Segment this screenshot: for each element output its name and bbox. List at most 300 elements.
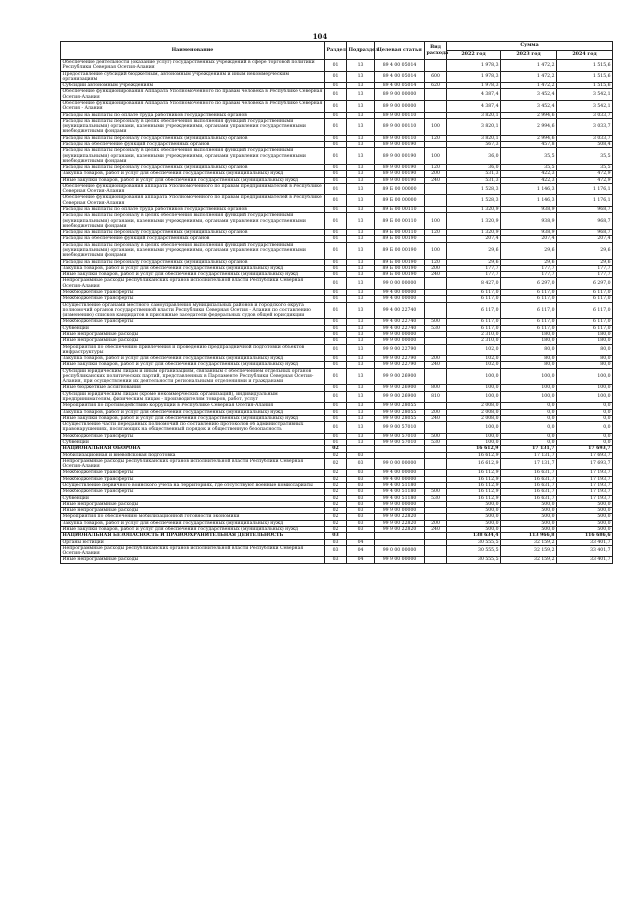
row-name-cell: Иные закупки товаров, работ и услуг для обеспечения государственных (муниципальных) нужд: [61, 177, 325, 183]
row-expense-type-cell: [425, 458, 447, 470]
table-row: [61, 344, 613, 356]
row-article-cell: 89 Б 00 00110: [375, 207, 425, 213]
row-name-cell: Обеспечение функционирования аппарата Уполномоченного по правам предпринимателей в Республике Северная Осетия-Алания: [61, 195, 325, 207]
row-article-cell: 99 9 00 57010: [375, 440, 425, 446]
row-section-cell: 01: [325, 325, 347, 331]
row-name-cell: Субвенции: [61, 325, 325, 331]
table-row: [61, 278, 613, 290]
row-article-cell: 99 9 00 00000: [375, 501, 425, 507]
row-section-cell: 01: [325, 403, 347, 409]
row-article-cell: 99 4 00 51180: [375, 482, 425, 488]
row-section-cell: 01: [325, 356, 347, 362]
row-subsection-cell: 03: [347, 482, 375, 488]
row-section-cell: 01: [325, 368, 347, 385]
row-name-cell: Расходы на выплаты персоналу в целях обеспечения выполнения функций государственными (муниципальными) органами, казенными учреждениями, органами управления государственными внебюджетными фондами: [61, 213, 325, 230]
row-section-cell: 01: [325, 135, 347, 141]
row-section-cell: 02: [325, 446, 347, 452]
row-subsection-cell: 03: [347, 526, 375, 532]
row-2022-cell: 100,0: [447, 385, 501, 391]
row-section-cell: 01: [325, 422, 347, 434]
header-article: Целевая статья: [375, 42, 425, 60]
row-name-cell: Иные закупки товаров, работ и услуг для обеспечения государственных (муниципальных) нужд: [61, 526, 325, 532]
row-section-cell: 01: [325, 165, 347, 171]
row-article-cell: 89 9 00 00000: [375, 100, 425, 112]
row-2023-cell: 500,0: [501, 520, 557, 526]
row-article-cell: 99 4 00 22740: [375, 319, 425, 325]
row-section-cell: 01: [325, 415, 347, 421]
row-expense-type-cell: 120: [425, 230, 447, 236]
row-expense-type-cell: 810: [425, 391, 447, 403]
row-section-cell: 01: [325, 302, 347, 319]
row-expense-type-cell: 530: [425, 495, 447, 501]
row-2022-cell: 1 978,3: [447, 83, 501, 89]
row-article-cell: 89 Б 00 00110: [375, 213, 425, 230]
row-expense-type-cell: 200: [425, 265, 447, 271]
row-2023-cell: 0,0: [501, 403, 557, 409]
row-name-cell: Непрограммные расходы республиканских органов исполнительной власти Республики Северная Осетия-Алания: [61, 458, 325, 470]
row-2022-cell: 1 528,3: [447, 183, 501, 195]
row-2024-cell: 968,7: [557, 213, 613, 230]
row-2023-cell: 180,0: [501, 338, 557, 344]
row-name-cell: Иные непрограммные расходы: [61, 501, 325, 507]
row-name-cell: Иные закупки товаров, работ и услуг для обеспечения государственных (муниципальных) нужд: [61, 272, 325, 278]
row-subsection-cell: 13: [347, 362, 375, 368]
row-subsection-cell: 03: [347, 508, 375, 514]
row-2024-cell: 100,0: [557, 368, 613, 385]
row-2024-cell: 80,0: [557, 356, 613, 362]
row-2023-cell: 16 631,7: [501, 482, 557, 488]
row-2022-cell: 30 555,5: [447, 539, 501, 545]
row-2022-cell: 16 612,9: [447, 446, 501, 452]
row-name-cell: Межбюджетные трансферты: [61, 489, 325, 495]
row-2022-cell: 100,0: [447, 440, 501, 446]
row-subsection-cell: 13: [347, 331, 375, 337]
row-name-cell: Субсидии юридическим лицам (кроме некоммерческих организаций), индивидуальным предпринимателям, физическим лицам - производителям товаров, работ, услуг: [61, 391, 325, 403]
row-2024-cell: 17 193,7: [557, 482, 613, 488]
row-subsection-cell: 13: [347, 272, 375, 278]
row-2023-cell: 17 131,7: [501, 446, 557, 452]
row-2023-cell: 100,0: [501, 391, 557, 403]
row-2024-cell: 6 117,0: [557, 319, 613, 325]
row-subsection-cell: 13: [347, 83, 375, 89]
row-2024-cell: 29,6: [557, 242, 613, 259]
row-name-cell: Субсидии юридическим лицам и иным организациям, связанным с обеспечением отдельных органов республиканских политических партий, представленных в Парламенте Республики Северная Осетия-Алания, при осуществлении их деятельности региональными отделениями и гражданами: [61, 368, 325, 385]
row-name-cell: Расходы на выплаты персоналу в целях обеспечения выполнения функций государственными (муниципальными) органами, казенными учреждениями, органами управления государственными внебюджетными фондами: [61, 118, 325, 135]
row-2022-cell: 1 528,3: [447, 195, 501, 207]
row-name-cell: Обеспечение функционирования Аппарата Уполномоченного по правам человека в Республике Северная Осетия - Алания: [61, 100, 325, 112]
header-expense-type: Вид расхода: [425, 42, 447, 60]
table-body: [61, 60, 613, 564]
row-2024-cell: 35,5: [557, 148, 613, 165]
row-name-cell: Межбюджетные трансферты: [61, 476, 325, 482]
row-2022-cell: 177,7: [447, 272, 501, 278]
row-subsection-cell: 13: [347, 213, 375, 230]
row-2023-cell: 1 472,2: [501, 71, 557, 83]
row-2023-cell: 100,0: [501, 368, 557, 385]
row-section-cell: 01: [325, 236, 347, 242]
row-2023-cell: 1 472,2: [501, 60, 557, 72]
row-expense-type-cell: [425, 60, 447, 72]
row-section-cell: 01: [325, 296, 347, 302]
row-article-cell: 99 4 00 00000: [375, 470, 425, 476]
row-2024-cell: 33 401,7: [557, 539, 613, 545]
row-name-cell: Закупка товаров, работ и услуг для обеспечения государственных (муниципальных) нужд: [61, 520, 325, 526]
row-2022-cell: 2 008,0: [447, 409, 501, 415]
row-2024-cell: 968,7: [557, 207, 613, 213]
row-expense-type-cell: 500: [425, 319, 447, 325]
row-2023-cell: 422,3: [501, 177, 557, 183]
row-name-cell: Расходы на выплаты персоналу государственных (муниципальных) органов: [61, 259, 325, 265]
row-2022-cell: 1 320,9: [447, 213, 501, 230]
row-2023-cell: 2 994,6: [501, 118, 557, 135]
row-name-cell: Расходы на обеспечение функций государственных органов: [61, 236, 325, 242]
row-2024-cell: 472,9: [557, 177, 613, 183]
row-expense-type-cell: 240: [425, 415, 447, 421]
row-section-cell: 01: [325, 112, 347, 118]
row-subsection-cell: 13: [347, 356, 375, 362]
row-name-cell: Обеспечение функционирования Аппарата Уполномоченного по правам человека в Республике Северная Осетия-Алания: [61, 89, 325, 101]
row-subsection-cell: 13: [347, 118, 375, 135]
row-subsection-cell: 13: [347, 422, 375, 434]
row-name-cell: Мероприятия по противодействию коррупции в Республике Северная Осетия-Алания: [61, 403, 325, 409]
row-subsection-cell: 13: [347, 195, 375, 207]
row-2022-cell: 500,0: [447, 514, 501, 520]
row-expense-type-cell: 800: [425, 385, 447, 391]
row-2023-cell: 32 159,2: [501, 539, 557, 545]
row-2024-cell: 500,0: [557, 501, 613, 507]
row-2023-cell: 500,0: [501, 526, 557, 532]
row-2023-cell: 0,0: [501, 422, 557, 434]
row-2022-cell: 1 320,9: [447, 230, 501, 236]
row-article-cell: 89 9 00 00000: [375, 89, 425, 101]
row-expense-type-cell: [425, 278, 447, 290]
row-section-cell: 01: [325, 331, 347, 337]
row-article-cell: 99 4 00 00000: [375, 289, 425, 295]
row-subsection-cell: 13: [347, 344, 375, 356]
row-2024-cell: 80,0: [557, 344, 613, 356]
row-2024-cell: 17 693,7: [557, 446, 613, 452]
row-article-cell: 89 4 00 05014: [375, 83, 425, 89]
row-2023-cell: 1 472,2: [501, 83, 557, 89]
table-row: [61, 89, 613, 101]
row-name-cell: НАЦИОНАЛЬНАЯ ОБОРОНА: [61, 446, 325, 452]
row-section-cell: 02: [325, 514, 347, 520]
row-expense-type-cell: [425, 545, 447, 557]
row-section-cell: 02: [325, 508, 347, 514]
row-article-cell: 99 4 00 51180: [375, 489, 425, 495]
row-section-cell: 03: [325, 545, 347, 557]
row-expense-type-cell: [425, 89, 447, 101]
row-article-cell: 99 9 00 00000: [375, 508, 425, 514]
row-2022-cell: 102,0: [447, 362, 501, 368]
row-article-cell: 89 Б 00 00190: [375, 272, 425, 278]
row-section-cell: 02: [325, 482, 347, 488]
row-article-cell: 89 4 00 05014: [375, 60, 425, 72]
header-subsection: Подраздел: [347, 42, 375, 60]
row-article-cell: 99 9 00 26900: [375, 368, 425, 385]
row-2022-cell: 3 820,1: [447, 118, 501, 135]
row-section-cell: 02: [325, 476, 347, 482]
row-section-cell: 01: [325, 362, 347, 368]
row-expense-type-cell: [425, 344, 447, 356]
row-2023-cell: 80,0: [501, 344, 557, 356]
row-expense-type-cell: [425, 368, 447, 385]
row-section-cell: 02: [325, 501, 347, 507]
row-2023-cell: 113 966,8: [501, 533, 557, 539]
row-2022-cell: 567,3: [447, 141, 501, 147]
row-2024-cell: 207,4: [557, 236, 613, 242]
row-subsection-cell: 13: [347, 141, 375, 147]
row-2023-cell: 16 631,7: [501, 470, 557, 476]
row-2023-cell: 2 994,6: [501, 135, 557, 141]
row-2023-cell: 2 994,6: [501, 112, 557, 118]
row-subsection-cell: 13: [347, 242, 375, 259]
row-2024-cell: 472,9: [557, 171, 613, 177]
row-expense-type-cell: 100: [425, 213, 447, 230]
row-subsection-cell: 13: [347, 148, 375, 165]
row-2024-cell: 17 193,7: [557, 470, 613, 476]
row-article-cell: 99 9 00 00000: [375, 338, 425, 344]
row-section-cell: 03: [325, 557, 347, 563]
row-2023-cell: 6 117,0: [501, 289, 557, 295]
row-subsection-cell: 03: [347, 452, 375, 458]
row-2023-cell: 0,0: [501, 409, 557, 415]
row-2022-cell: 30 555,5: [447, 557, 501, 563]
row-2022-cell: 8 427,0: [447, 278, 501, 290]
row-2023-cell: 32 159,2: [501, 545, 557, 557]
table-row: [61, 302, 613, 319]
row-name-cell: Расходы на выплаты персоналу государственных (муниципальных) органов: [61, 165, 325, 171]
row-expense-type-cell: 200: [425, 520, 447, 526]
row-2022-cell: 138 634,4: [447, 533, 501, 539]
row-expense-type-cell: 240: [425, 272, 447, 278]
row-name-cell: Закупка товаров, работ и услуг для обеспечения государственных (муниципальных) нужд: [61, 265, 325, 271]
row-section-cell: 01: [325, 89, 347, 101]
row-2024-cell: 0,0: [557, 433, 613, 439]
row-name-cell: Осуществление части переданных полномочий по составлению протоколов об административных правонарушениях, посягающих на общественный порядок и общественную безопасность: [61, 422, 325, 434]
row-subsection-cell: 13: [347, 385, 375, 391]
row-section-cell: 01: [325, 344, 347, 356]
row-expense-type-cell: 600: [425, 71, 447, 83]
row-name-cell: Непрограммные расходы республиканских органов исполнительной власти Республики Северная Осетия-Алания: [61, 278, 325, 290]
row-section-cell: 01: [325, 171, 347, 177]
row-2023-cell: 29,6: [501, 242, 557, 259]
row-2024-cell: 17 193,7: [557, 495, 613, 501]
row-subsection-cell: 13: [347, 207, 375, 213]
row-article-cell: 99 9 00 57010: [375, 422, 425, 434]
table-row: [61, 213, 613, 230]
row-article-cell: 99 9 00 26900: [375, 391, 425, 403]
table-row: [61, 148, 613, 165]
row-article-cell: 89 9 00 00190: [375, 171, 425, 177]
row-subsection-cell: 13: [347, 89, 375, 101]
row-2023-cell: 3 452,4: [501, 89, 557, 101]
row-2024-cell: 17 193,7: [557, 489, 613, 495]
row-2024-cell: 29,6: [557, 259, 613, 265]
row-name-cell: Обеспечение деятельности (оказание услуг) государственных учреждений в сфере торговой политики Республики Северная Осетия-Алания: [61, 60, 325, 72]
row-2022-cell: 29,6: [447, 259, 501, 265]
row-2024-cell: 3 033,7: [557, 135, 613, 141]
row-article-cell: 99 4 00 22740: [375, 302, 425, 319]
row-2024-cell: 6 117,0: [557, 302, 613, 319]
row-section-cell: 01: [325, 207, 347, 213]
row-subsection-cell: 13: [347, 440, 375, 446]
row-2023-cell: 80,0: [501, 362, 557, 368]
row-subsection-cell: 13: [347, 60, 375, 72]
row-2023-cell: 177,7: [501, 272, 557, 278]
row-section-cell: 01: [325, 141, 347, 147]
row-name-cell: Субсидии автономным учреждениям: [61, 83, 325, 89]
row-subsection-cell: 13: [347, 319, 375, 325]
row-2022-cell: 30 555,5: [447, 545, 501, 557]
row-name-cell: Межбюджетные трансферты: [61, 470, 325, 476]
row-2023-cell: 35,5: [501, 148, 557, 165]
row-subsection-cell: 13: [347, 112, 375, 118]
row-2022-cell: 16 112,9: [447, 470, 501, 476]
row-2022-cell: 1 320,9: [447, 207, 501, 213]
row-subsection-cell: 13: [347, 409, 375, 415]
row-section-cell: 01: [325, 195, 347, 207]
row-name-cell: Субвенции: [61, 440, 325, 446]
row-subsection-cell: 03: [347, 458, 375, 470]
row-article-cell: 89 9 00 00190: [375, 141, 425, 147]
row-name-cell: Межбюджетные трансферты: [61, 296, 325, 302]
row-2022-cell: 3 820,1: [447, 135, 501, 141]
row-2022-cell: 16 612,9: [447, 458, 501, 470]
row-article-cell: 89 9 00 00110: [375, 135, 425, 141]
row-article-cell: 99 9 00 00000: [375, 557, 425, 563]
row-subsection-cell: 13: [347, 165, 375, 171]
table-row: [61, 422, 613, 434]
row-article-cell: 89 Б 00 00190: [375, 265, 425, 271]
row-subsection-cell: 03: [347, 520, 375, 526]
row-expense-type-cell: [425, 195, 447, 207]
row-2024-cell: 1 176,1: [557, 183, 613, 195]
row-2022-cell: 100,0: [447, 422, 501, 434]
row-expense-type-cell: 100: [425, 148, 447, 165]
row-2024-cell: 180,0: [557, 338, 613, 344]
row-2024-cell: 3 542,1: [557, 100, 613, 112]
row-2024-cell: 500,0: [557, 514, 613, 520]
row-section-cell: 01: [325, 148, 347, 165]
row-2024-cell: 0,0: [557, 409, 613, 415]
row-article-cell: 99 9 00 22820: [375, 520, 425, 526]
row-expense-type-cell: [425, 100, 447, 112]
row-subsection-cell: 13: [347, 177, 375, 183]
row-article-cell: 89 9 00 00190: [375, 165, 425, 171]
row-2023-cell: 29,6: [501, 259, 557, 265]
row-2024-cell: 0,0: [557, 422, 613, 434]
row-2022-cell: 16 112,9: [447, 489, 501, 495]
row-2024-cell: 1 515,6: [557, 83, 613, 89]
row-2022-cell: 4 387,4: [447, 100, 501, 112]
row-section-cell: 02: [325, 489, 347, 495]
row-2023-cell: 16 631,7: [501, 476, 557, 482]
row-article-cell: 89 Б 00 00190: [375, 242, 425, 259]
row-name-cell: Органы юстиции: [61, 539, 325, 545]
row-2022-cell: 16 112,9: [447, 482, 501, 488]
table-row: [61, 545, 613, 557]
row-name-cell: Мероприятия по обеспечению привлечения и проведению предпраздничной подготовки объектов инфраструктуры: [61, 344, 325, 356]
row-expense-type-cell: 120: [425, 135, 447, 141]
row-2022-cell: 16 112,9: [447, 476, 501, 482]
row-subsection-cell: 13: [347, 403, 375, 409]
row-subsection-cell: 13: [347, 296, 375, 302]
row-2024-cell: 6 117,0: [557, 325, 613, 331]
header-sum: Сумма: [447, 42, 613, 51]
row-2023-cell: 180,0: [501, 331, 557, 337]
row-article-cell: 99 9 00 28055: [375, 403, 425, 409]
row-article-cell: 89 Б 00 00000: [375, 195, 425, 207]
row-subsection-cell: 13: [347, 171, 375, 177]
row-2023-cell: 6 117,0: [501, 296, 557, 302]
row-subsection-cell: 03: [347, 489, 375, 495]
row-2022-cell: 6 117,0: [447, 289, 501, 295]
row-name-cell: Обеспечение функционирования аппарата Уполномоченного по правам предпринимателей в Республике Северная Осетия-Алания: [61, 183, 325, 195]
row-2023-cell: 35,5: [501, 165, 557, 171]
row-2024-cell: 17 693,7: [557, 452, 613, 458]
row-name-cell: Непрограммные расходы республиканских органов исполнительной власти Республики Северная Осетия-Алания: [61, 545, 325, 557]
row-2022-cell: 16 612,9: [447, 452, 501, 458]
row-section-cell: 02: [325, 458, 347, 470]
row-name-cell: Расходы на обеспечение функций государственных органов: [61, 141, 325, 147]
row-article-cell: 99 0 00 00000: [375, 545, 425, 557]
row-subsection-cell: 13: [347, 259, 375, 265]
row-2023-cell: 1 146,3: [501, 195, 557, 207]
row-subsection-cell: 13: [347, 100, 375, 112]
row-article-cell: 89 9 00 00110: [375, 112, 425, 118]
row-2023-cell: 500,0: [501, 514, 557, 520]
row-2024-cell: 6 117,0: [557, 289, 613, 295]
row-2023-cell: 16 631,7: [501, 489, 557, 495]
row-subsection-cell: 13: [347, 391, 375, 403]
table-row: [61, 391, 613, 403]
row-name-cell: Расходы на выплаты персоналу в целях обеспечения выполнения функций государственными (муниципальными) органами, казенными учреждениями, органами управления государственными внебюджетными фондами: [61, 242, 325, 259]
row-2022-cell: 2 008,0: [447, 403, 501, 409]
row-subsection-cell: 13: [347, 135, 375, 141]
row-2022-cell: 36,0: [447, 148, 501, 165]
row-article-cell: 99 0 00 00000: [375, 458, 425, 470]
row-name-cell: Осуществление органами местного самоуправления муниципальных районов и городского округа полномочий органов государственной власти Республики Северная Осетия - Алания по составлению (изменению) списков кандидатов в присяжные заседатели федеральных судов общей юрисдикции: [61, 302, 325, 319]
row-expense-type-cell: 100: [425, 242, 447, 259]
row-2023-cell: 938,9: [501, 207, 557, 213]
row-section-cell: 01: [325, 71, 347, 83]
row-2023-cell: 6 297,0: [501, 278, 557, 290]
table-row: [61, 557, 613, 563]
row-2024-cell: 177,7: [557, 265, 613, 271]
row-2024-cell: 968,7: [557, 230, 613, 236]
row-section-cell: 01: [325, 289, 347, 295]
row-subsection-cell: 04: [347, 557, 375, 563]
row-2024-cell: 500,0: [557, 508, 613, 514]
row-2024-cell: 500,0: [557, 526, 613, 532]
row-2024-cell: 500,0: [557, 520, 613, 526]
row-name-cell: Закупка товаров, работ и услуг для обеспечения государственных (муниципальных) нужд: [61, 171, 325, 177]
row-2023-cell: 80,0: [501, 356, 557, 362]
row-2023-cell: 0,0: [501, 433, 557, 439]
row-name-cell: Иные бюджетные ассигнования: [61, 385, 325, 391]
row-section-cell: 01: [325, 213, 347, 230]
row-2024-cell: 3 033,7: [557, 112, 613, 118]
header-year-2022: 2022 год: [447, 51, 501, 60]
row-expense-type-cell: 530: [425, 325, 447, 331]
row-article-cell: 99 9 00 26900: [375, 385, 425, 391]
row-2022-cell: 6 117,0: [447, 302, 501, 319]
row-section-cell: 01: [325, 177, 347, 183]
row-2024-cell: 6 117,0: [557, 296, 613, 302]
row-section-cell: 01: [325, 242, 347, 259]
row-2024-cell: 1 515,6: [557, 71, 613, 83]
